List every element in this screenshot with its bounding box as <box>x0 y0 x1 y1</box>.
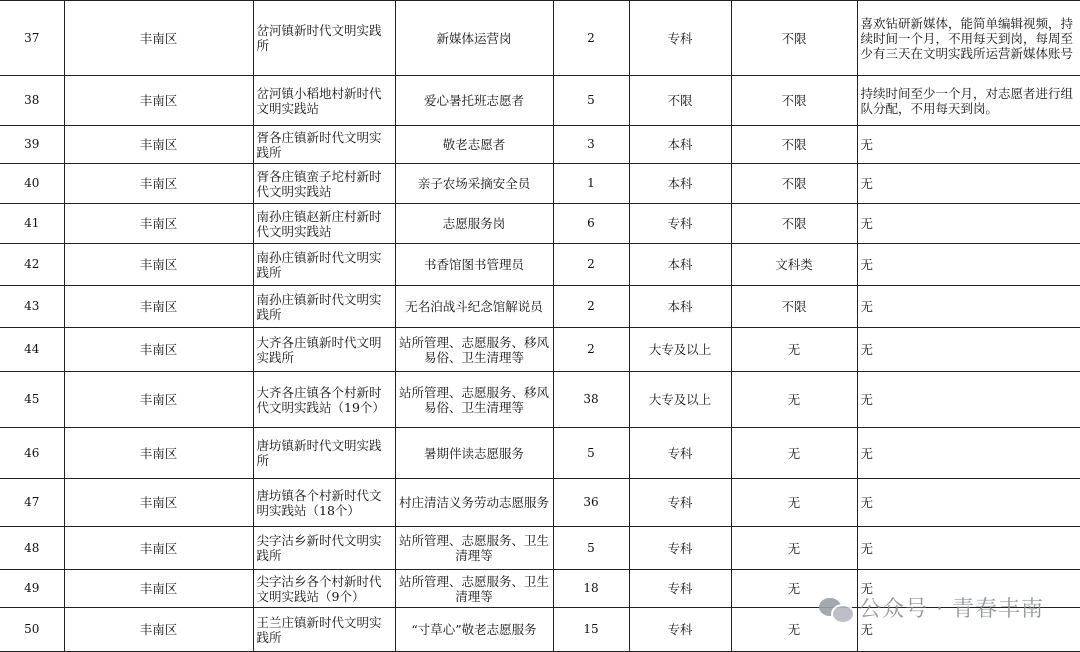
cell-major: 不限 <box>731 76 857 126</box>
cell-no: 45 <box>0 372 64 428</box>
cell-post: “寸草心”敬老志愿服务 <box>395 608 553 652</box>
cell-post: 站所管理、志愿服务、移风易俗、卫生清理等 <box>395 372 553 428</box>
cell-post: 书香馆图书管理员 <box>395 244 553 286</box>
cell-note: 无 <box>857 608 1080 652</box>
cell-unit: 胥各庄镇新时代文明实践所 <box>253 126 395 164</box>
cell-major: 无 <box>731 372 857 428</box>
cell-post: 站所管理、志愿服务、卫生清理等 <box>395 570 553 608</box>
table-row <box>0 76 1080 126</box>
cell-note: 无 <box>857 372 1080 428</box>
cell-unit: 尖字沽乡新时代文明实践所 <box>253 527 395 570</box>
cell-district: 丰南区 <box>64 527 253 570</box>
cell-no: 41 <box>0 204 64 244</box>
cell-unit: 大齐各庄镇新时代文明实践所 <box>253 328 395 372</box>
cell-major: 不限 <box>731 126 857 164</box>
cell-no: 39 <box>0 126 64 164</box>
cell-note: 持续时间至少一个月，对志愿者进行组队分配，不用每天到岗。 <box>857 76 1080 126</box>
cell-education: 专科 <box>629 570 731 608</box>
cell-note: 无 <box>857 527 1080 570</box>
cell-post: 爱心暑托班志愿者 <box>395 76 553 126</box>
cell-major: 无 <box>731 608 857 652</box>
cell-count: 5 <box>553 428 629 479</box>
cell-district: 丰南区 <box>64 204 253 244</box>
cell-district: 丰南区 <box>64 286 253 328</box>
table-row <box>0 204 1080 244</box>
watermark-text: 公众号 · 青春丰南 <box>859 597 1044 622</box>
cell-unit: 尖字沽乡各个村新时代文明实践站（9个） <box>253 570 395 608</box>
cell-district: 丰南区 <box>64 372 253 428</box>
cell-post: 暑期伴读志愿服务 <box>395 428 553 479</box>
cell-district: 丰南区 <box>64 76 253 126</box>
cell-no: 37 <box>0 1 64 76</box>
cell-post: 村庄清洁义务劳动志愿服务 <box>395 479 553 527</box>
cell-count: 36 <box>553 479 629 527</box>
cell-major: 无 <box>731 479 857 527</box>
cell-education: 本科 <box>629 244 731 286</box>
cell-post: 新媒体运营岗 <box>395 1 553 76</box>
cell-no: 43 <box>0 286 64 328</box>
cell-no: 38 <box>0 76 64 126</box>
cell-unit: 南孙庄镇新时代文明实践所 <box>253 286 395 328</box>
table-row <box>0 479 1080 527</box>
cell-district: 丰南区 <box>64 164 253 204</box>
cell-unit: 唐坊镇各个村新时代文明实践站（18个） <box>253 479 395 527</box>
cell-no: 40 <box>0 164 64 204</box>
cell-unit: 岔河镇小稻地村新时代文明实践站 <box>253 76 395 126</box>
cell-unit: 唐坊镇新时代文明实践所 <box>253 428 395 479</box>
cell-no: 46 <box>0 428 64 479</box>
cell-district: 丰南区 <box>64 570 253 608</box>
cell-post: 站所管理、志愿服务、移风易俗、卫生清理等 <box>395 328 553 372</box>
cell-no: 42 <box>0 244 64 286</box>
wechat-icon <box>819 594 853 622</box>
cell-major: 无 <box>731 570 857 608</box>
cell-education: 专科 <box>629 428 731 479</box>
cell-education: 本科 <box>629 126 731 164</box>
table-row <box>0 372 1080 428</box>
cell-count: 2 <box>553 244 629 286</box>
cell-district: 丰南区 <box>64 608 253 652</box>
cell-no: 47 <box>0 479 64 527</box>
cell-post: 亲子农场采摘安全员 <box>395 164 553 204</box>
cell-major: 不限 <box>731 204 857 244</box>
cell-education: 专科 <box>629 608 731 652</box>
cell-education: 专科 <box>629 1 731 76</box>
cell-unit: 王兰庄镇新时代文明实践所 <box>253 608 395 652</box>
cell-note: 无 <box>857 328 1080 372</box>
cell-no: 50 <box>0 608 64 652</box>
table-row <box>0 328 1080 372</box>
cell-district: 丰南区 <box>64 126 253 164</box>
cell-note: 无 <box>857 164 1080 204</box>
cell-unit: 南孙庄镇赵新庄村新时代文明实践站 <box>253 204 395 244</box>
cell-district: 丰南区 <box>64 244 253 286</box>
cell-count: 5 <box>553 527 629 570</box>
cell-note: 无 <box>857 479 1080 527</box>
cell-count: 2 <box>553 1 629 76</box>
cell-count: 2 <box>553 328 629 372</box>
table-row <box>0 126 1080 164</box>
cell-note: 无 <box>857 204 1080 244</box>
cell-count: 18 <box>553 570 629 608</box>
table-row <box>0 428 1080 479</box>
cell-no: 44 <box>0 328 64 372</box>
cell-note: 无 <box>857 570 1080 608</box>
table-row <box>0 244 1080 286</box>
cell-education: 专科 <box>629 204 731 244</box>
cell-count: 6 <box>553 204 629 244</box>
cell-major: 文科类 <box>731 244 857 286</box>
cell-education: 不限 <box>629 76 731 126</box>
cell-major: 不限 <box>731 164 857 204</box>
cell-count: 38 <box>553 372 629 428</box>
table-row <box>0 286 1080 328</box>
cell-education: 本科 <box>629 286 731 328</box>
cell-education: 本科 <box>629 164 731 204</box>
cell-major: 无 <box>731 428 857 479</box>
cell-note: 无 <box>857 286 1080 328</box>
cell-note: 无 <box>857 126 1080 164</box>
cell-major: 无 <box>731 527 857 570</box>
cell-no: 49 <box>0 570 64 608</box>
cell-education: 大专及以上 <box>629 328 731 372</box>
table-row <box>0 164 1080 204</box>
cell-count: 3 <box>553 126 629 164</box>
cell-district: 丰南区 <box>64 428 253 479</box>
table-row <box>0 1 1080 76</box>
cell-district: 丰南区 <box>64 328 253 372</box>
cell-count: 2 <box>553 286 629 328</box>
cell-education: 专科 <box>629 479 731 527</box>
cell-count: 1 <box>553 164 629 204</box>
cell-unit: 大齐各庄镇各个村新时代文明实践站（19个） <box>253 372 395 428</box>
cell-note: 无 <box>857 244 1080 286</box>
cell-education: 大专及以上 <box>629 372 731 428</box>
cell-note: 喜欢钻研新媒体，能简单编辑视频，持续时间一个月，不用每天到岗，每周至少有三天在文明实践所运营新媒体账号 <box>857 1 1080 76</box>
cell-major: 无 <box>731 328 857 372</box>
cell-count: 5 <box>553 76 629 126</box>
cell-major: 不限 <box>731 1 857 76</box>
table-row <box>0 527 1080 570</box>
cell-post: 站所管理、志愿服务、卫生清理等 <box>395 527 553 570</box>
cell-unit: 岔河镇新时代文明实践所 <box>253 1 395 76</box>
watermark <box>819 592 1044 623</box>
cell-post: 无名泊战斗纪念馆解说员 <box>395 286 553 328</box>
cell-no: 48 <box>0 527 64 570</box>
cell-district: 丰南区 <box>64 479 253 527</box>
cell-major: 不限 <box>731 286 857 328</box>
cell-note: 无 <box>857 428 1080 479</box>
cell-education: 专科 <box>629 527 731 570</box>
cell-unit: 胥各庄镇蛮子坨村新时代文明实践站 <box>253 164 395 204</box>
cell-unit: 南孙庄镇新时代文明实践所 <box>253 244 395 286</box>
cell-post: 志愿服务岗 <box>395 204 553 244</box>
cell-count: 15 <box>553 608 629 652</box>
cell-district: 丰南区 <box>64 1 253 76</box>
cell-post: 敬老志愿者 <box>395 126 553 164</box>
